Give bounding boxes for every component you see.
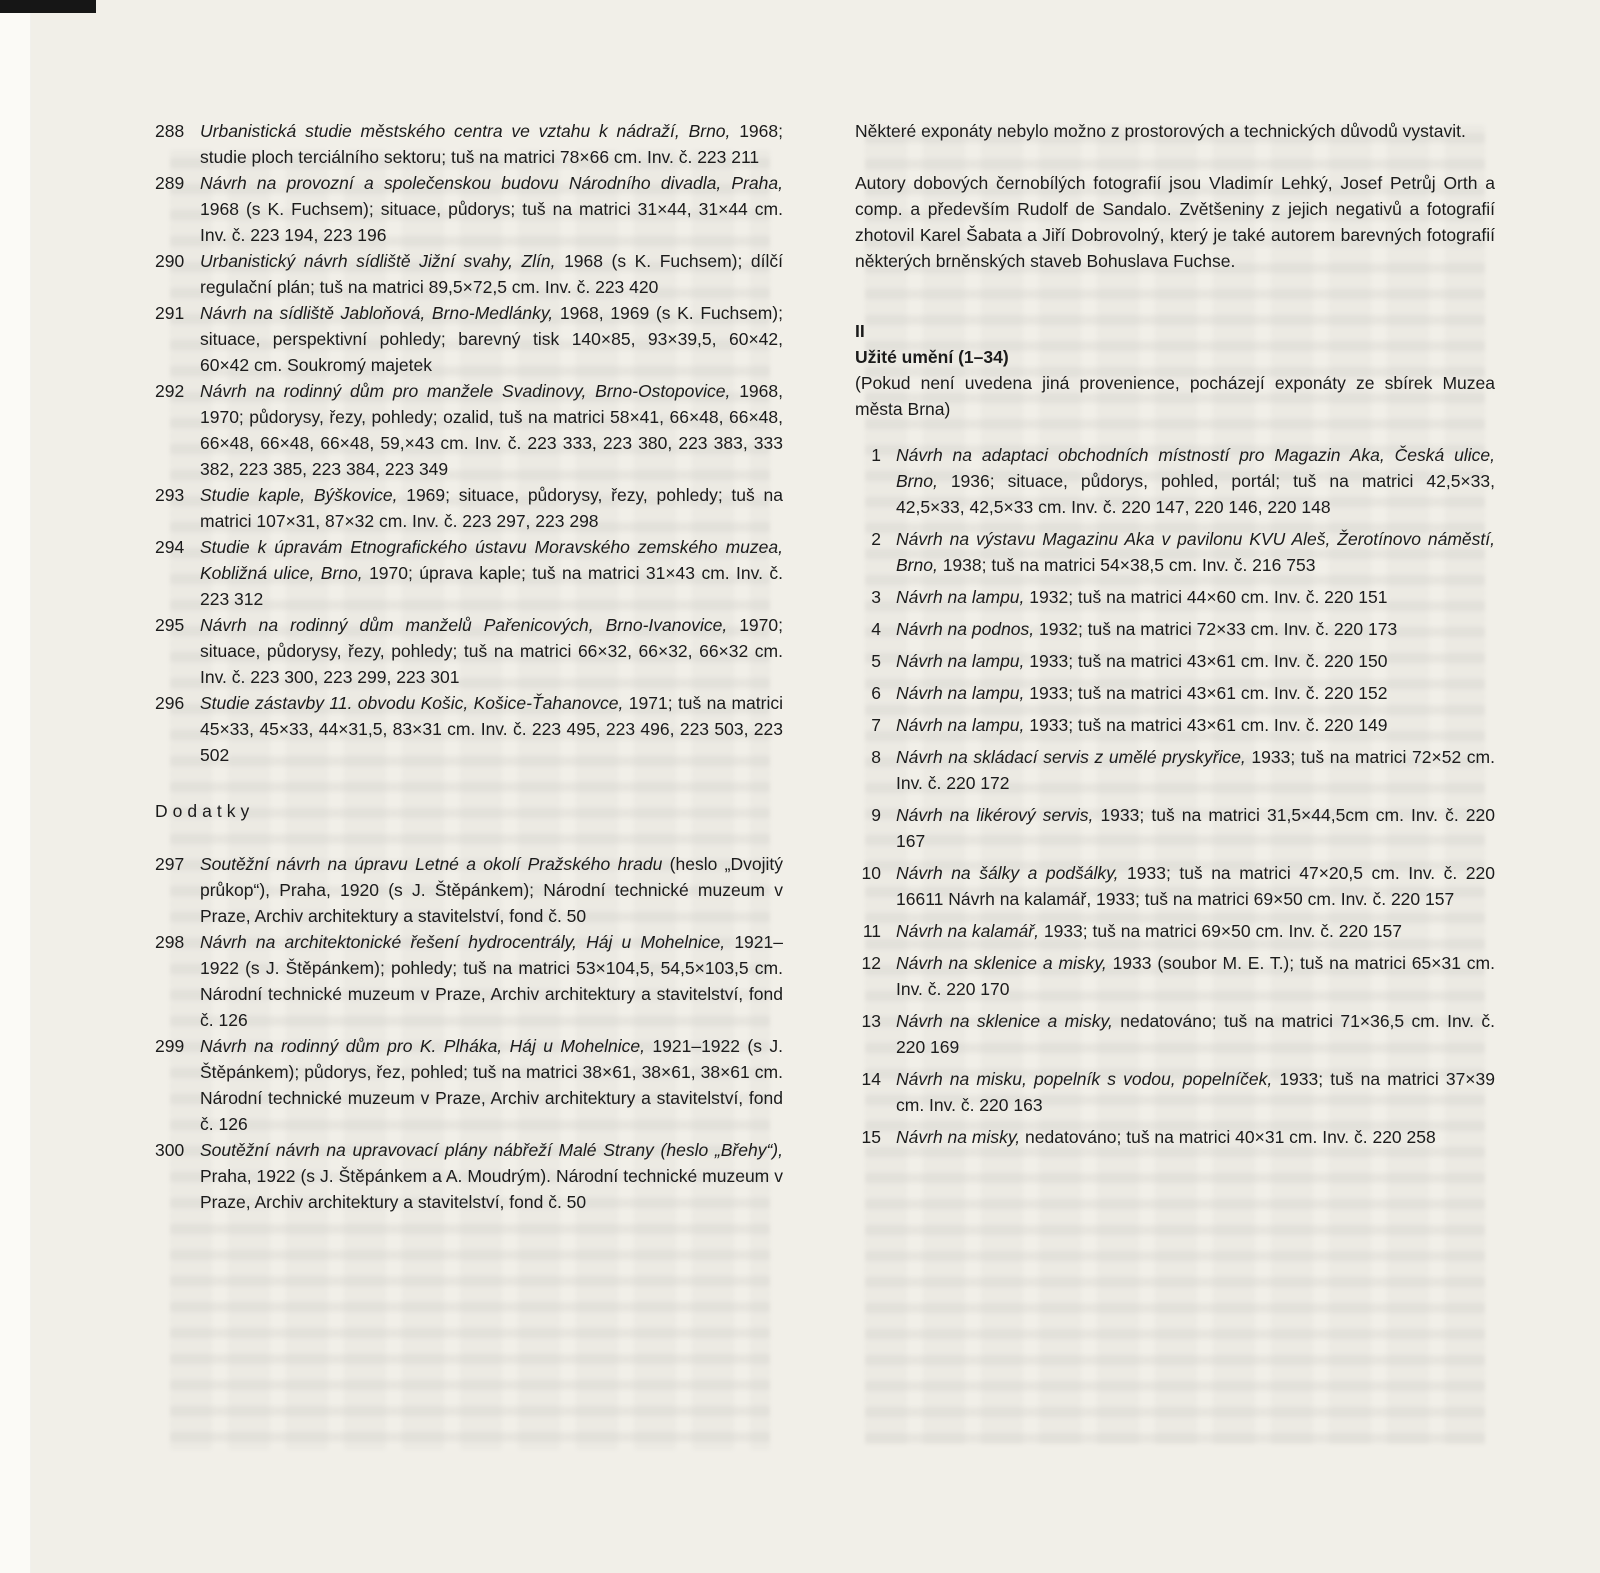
entry-title: Návrh na lampu, [896,683,1025,703]
entry-title: Návrh na adaptaci obchodních místností pro Magazin Aka, Česká ulice, Brno, [896,445,1495,491]
entry-title: Návrh na kalamář, [896,921,1039,941]
entry-text [896,1124,1495,1150]
catalog-entry-295 [155,612,783,690]
entry-text [896,802,1495,854]
entry-details: 1921–1922 (s J. Štěpánkem); půdorys, řez, pohled; tuš na matrici 38×61, 38×61, 38×61 cm. Národní technické muzeum v Praze, Archiv architektury a stavitelství, fond č. 126 [200,1036,783,1134]
entry-title: Návrh na podnos, [896,619,1035,639]
entry-details: 1933; tuš na matrici 43×61 cm. Inv. č. 220 152 [1029,683,1388,703]
entry-details: 1936; situace, půdorys, pohled, portál; tuš na matrici 42,5×33, 42,5×33, 42,5×33 cm. Inv. č. 220 147, 220 146, 220 148 [896,471,1495,517]
catalog-entry-296 [155,690,783,768]
catalog-entry-14 [855,1066,1495,1118]
catalog-entry-292 [155,378,783,482]
catalog-entry-294 [155,534,783,612]
scan-edge-strip [0,0,31,1573]
entry-details: 1933 (soubor M. E. T.); tuš na matrici 65×31 cm. Inv. č. 220 170 [896,953,1495,999]
catalog-entry-298 [155,929,783,1033]
entry-number: 293 [155,485,185,505]
section-heading-dodatky: Dodatky [155,801,255,821]
catalog-entry-9 [855,802,1495,854]
entry-number: 4 [871,619,881,639]
catalog-entry-289 [155,170,783,248]
catalog-entry-299 [155,1033,783,1137]
entry-number: 15 [861,1127,881,1147]
entry-number: 9 [871,805,881,825]
entry-text [896,526,1495,578]
intro-paragraph-1: Některé exponáty nebylo možno z prostorových a technických důvodů vystavit. [855,121,1466,141]
entry-number: 14 [861,1069,881,1089]
entry-details: 1938; tuš na matrici 54×38,5 cm. Inv. č. 216 753 [942,555,1316,575]
entry-details: 1968 (s K. Fuchsem); dílčí regulační plán; tuš na matrici 89,5×72,5 cm. Inv. č. 223 420 [200,251,783,297]
catalog-entry-13 [855,1008,1495,1060]
entry-text [200,1137,783,1215]
entry-number: 8 [871,747,881,767]
entry-title: Urbanistický návrh sídliště Jižní svahy, Zlín, [200,251,556,271]
entry-title: Studie zástavby 11. obvodu Košic, Košice-Ťahanovce, [200,693,624,713]
catalog-entry-12 [855,950,1495,1002]
entry-number: 290 [155,251,185,271]
entry-title: Návrh na provozní a společenskou budovu Národního divadla, Praha, [200,173,783,193]
entry-title: Studie kaple, Býškovice, [200,485,398,505]
entry-number: 292 [155,381,185,401]
entry-number: 12 [861,953,881,973]
entry-title: Návrh na skládací servis z umělé pryskyřice, [896,747,1246,767]
entry-details: nedatováno; tuš na matrici 40×31 cm. Inv. č. 220 258 [1025,1127,1436,1147]
entry-details: 1969; situace, půdorysy, řezy, pohledy; tuš na matrici 107×31, 87×32 cm. Inv. č. 223 297, 223 298 [200,485,783,531]
catalog-entry-290 [155,248,783,300]
entry-text [896,860,1495,912]
entry-text [200,300,783,378]
entry-number: 295 [155,615,185,635]
entry-title: Návrh na misku, popelník s vodou, popelníček, [896,1069,1273,1089]
left-column [155,118,783,1215]
entry-details: 1921–1922 (s J. Štěpánkem); pohledy; tuš na matrici 53×104,5, 54,5×103,5 cm. Národní technické muzeum v Praze, Archiv architektury a stavitelství, fond č. 126 [200,932,783,1030]
entry-details: 1932; tuš na matrici 72×33 cm. Inv. č. 220 173 [1039,619,1398,639]
entry-text [896,1008,1495,1060]
entry-text [200,690,783,768]
entry-text [200,482,783,534]
entry-details: 1970; úprava kaple; tuš na matrici 31×43 cm. Inv. č. 223 312 [200,563,783,609]
entry-details: 1932; tuš na matrici 44×60 cm. Inv. č. 220 151 [1029,587,1388,607]
section-note: (Pokud není uvedena jiná provenience, pocházejí exponáty ze sbírek Muzea města Brna) [855,373,1495,419]
catalog-entry-3 [855,584,1495,610]
section-number: II [855,321,865,341]
entry-title: Návrh na lampu, [896,587,1025,607]
entry-text [200,248,783,300]
entry-number: 296 [155,693,185,713]
entry-number: 13 [861,1011,881,1031]
entry-number: 291 [155,303,185,323]
entry-text [200,170,783,248]
catalog-entry-293 [155,482,783,534]
catalog-entry-10 [855,860,1495,912]
entry-details: 1933; tuš na matrici 47×20,5 cm. Inv. č. 220 16611 Návrh na kalamář, 1933; tuš na matrici 69×50 cm. Inv. č. 220 157 [896,863,1495,909]
entry-text [200,118,783,170]
entry-title: Studie k úpravám Etnografického ústavu Moravského zemského muzea, Kobližná ulice, Brno, [200,537,783,583]
entry-title: Návrh na rodinný dům pro manžele Svadinovy, Brno-Ostopovice, [200,381,731,401]
entry-title: Urbanistická studie městského centra ve vztahu k nádraží, Brno, [200,121,731,141]
entry-number: 2 [871,529,881,549]
entry-details: 1933; tuš na matrici 43×61 cm. Inv. č. 220 149 [1029,715,1388,735]
entry-details: 1933; tuš na matrici 37×39 cm. Inv. č. 220 163 [896,1069,1495,1115]
entry-details: 1933; tuš na matrici 72×52 cm. Inv. č. 220 172 [896,747,1495,793]
entry-details: Praha, 1922 (s J. Štěpánkem a A. Moudrým). Národní technické muzeum v Praze, Archiv architektury a stavitelství, fond č. 50 [200,1166,783,1212]
entry-text [200,534,783,612]
entry-details: 1968, 1970; půdorysy, řezy, pohledy; ozalid, tuš na matrici 58×41, 66×48, 66×48, 66×48, 66×48, 66×48, 59,×43 cm. Inv. č. 223 333, 223 380, 223 383, 333 382, 223 385, 223 384, 223 349 [200,381,783,479]
entry-title: Návrh na rodinný dům pro K. Plháka, Háj u Mohelnice, [200,1036,645,1056]
entry-text [200,929,783,1033]
intro-paragraph-2: Autory dobových černobílých fotografií jsou Vladimír Lehký, Josef Petrůj Orth a comp. a především Rudolf de Sandalo. Zvětšeniny z jejich negativů a fotografií zhotovil Karel Šabata a Jiří Dobrovolný, který je také autorem barevných fotografií některých brněnských staveb Bohuslava Fuchse. [855,173,1495,271]
catalog-entry-15 [855,1124,1495,1150]
right-column [855,118,1495,1156]
entry-text [896,616,1495,642]
entry-title: Návrh na rodinný dům manželů Pařenicových, Brno-Ivanovice, [200,615,728,635]
entry-title: Návrh na sídliště Jabloňová, Brno-Medlánky, [200,303,554,323]
entry-text [200,851,783,929]
entry-text [896,950,1495,1002]
entry-details: (heslo „Dvojitý průkop“), Praha, 1920 (s J. Štěpánkem); Národní technické muzeum v Praze, Archiv architektury a stavitelství, fond č. 50 [200,854,783,926]
entry-number: 299 [155,1036,185,1056]
entry-title: Soutěžní návrh na úpravu Letné a okolí Pražského hradu [200,854,663,874]
entry-details: 1970; situace, půdorysy, řezy, pohledy; tuš na matrici 66×32, 66×32, 66×32 cm. Inv. č. 223 300, 223 299, 223 301 [200,615,783,687]
catalog-entry-7 [855,712,1495,738]
entry-details: 1971; tuš na matrici 45×33, 45×33, 44×31,5, 83×31 cm. Inv. č. 223 495, 223 496, 223 503, 223 502 [200,693,784,765]
entry-title: Soutěžní návrh na upravovací plány nábřeží Malé Strany (heslo „Břehy“), [200,1140,783,1160]
entry-details: 1968 (s K. Fuchsem); situace, půdorys; tuš na matrici 31×44, 31×44 cm. Inv. č. 223 194, 223 196 [200,199,783,245]
entry-number: 6 [871,683,881,703]
entry-title: Návrh na architektonické řešení hydrocentrály, Háj u Mohelnice, [200,932,726,952]
entry-number: 7 [871,715,881,735]
catalog-entry-300 [155,1137,783,1215]
section-title: Užité umění (1–34) [855,347,1009,367]
catalog-entry-297 [155,851,783,929]
entry-number: 5 [871,651,881,671]
entry-details: 1968, 1969 (s K. Fuchsem); situace, perspektivní pohledy; barevný tisk 140×85, 93×39,5, 60×42, 60×42 cm. Soukromý majetek [200,303,783,375]
entry-text [896,680,1495,706]
entry-number: 289 [155,173,185,193]
entry-details: nedatováno; tuš na matrici 71×36,5 cm. Inv. č. 220 169 [896,1011,1495,1057]
entry-details: 1933; tuš na matrici 69×50 cm. Inv. č. 220 157 [1043,921,1403,941]
entry-text [896,1066,1495,1118]
entry-number: 1 [871,445,881,465]
entry-details: 1933; tuš na matrici 43×61 cm. Inv. č. 220 150 [1029,651,1388,671]
entry-title: Návrh na sklenice a misky, [896,1011,1113,1031]
catalog-entry-1 [855,442,1495,520]
entry-text [896,648,1495,674]
scan-corner-artifact [0,0,96,13]
catalog-entry-11 [855,918,1495,944]
entry-text [896,918,1495,944]
entry-number: 300 [155,1140,185,1160]
catalog-entry-288 [155,118,783,170]
entry-text [896,712,1495,738]
catalog-entry-5 [855,648,1495,674]
entry-number: 297 [155,854,185,874]
entry-title: Návrh na lampu, [896,651,1025,671]
entry-number: 298 [155,932,185,952]
entry-text [896,442,1495,520]
entry-number: 3 [871,587,881,607]
entry-number: 10 [861,863,881,883]
catalog-entry-4 [855,616,1495,642]
entry-text [200,378,783,482]
entry-number: 294 [155,537,185,557]
entry-details: 1933; tuš na matrici 31,5×44,5cm cm. Inv. č. 220 167 [896,805,1495,851]
entry-number: 11 [862,921,881,941]
entry-number: 288 [155,121,185,141]
catalog-entry-8 [855,744,1495,796]
entry-text [896,584,1495,610]
entry-title: Návrh na likérový servis, [896,805,1094,825]
entry-title: Návrh na šálky a podšálky, [896,863,1119,883]
entry-text [896,744,1495,796]
entry-text [200,1033,783,1137]
entry-title: Návrh na sklenice a misky, [896,953,1107,973]
entry-title: Návrh na misky, [896,1127,1021,1147]
entry-title: Návrh na lampu, [896,715,1025,735]
catalog-entry-6 [855,680,1495,706]
entry-title: Návrh na výstavu Magazinu Aka v pavilonu KVU Aleš, Žerotínovo náměstí, Brno, [896,529,1495,575]
entry-details: 1968; studie ploch terciálního sektoru; tuš na matrici 78×66 cm. Inv. č. 223 211 [200,121,783,167]
catalog-entry-291 [155,300,783,378]
catalog-entry-2 [855,526,1495,578]
entry-text [200,612,783,690]
